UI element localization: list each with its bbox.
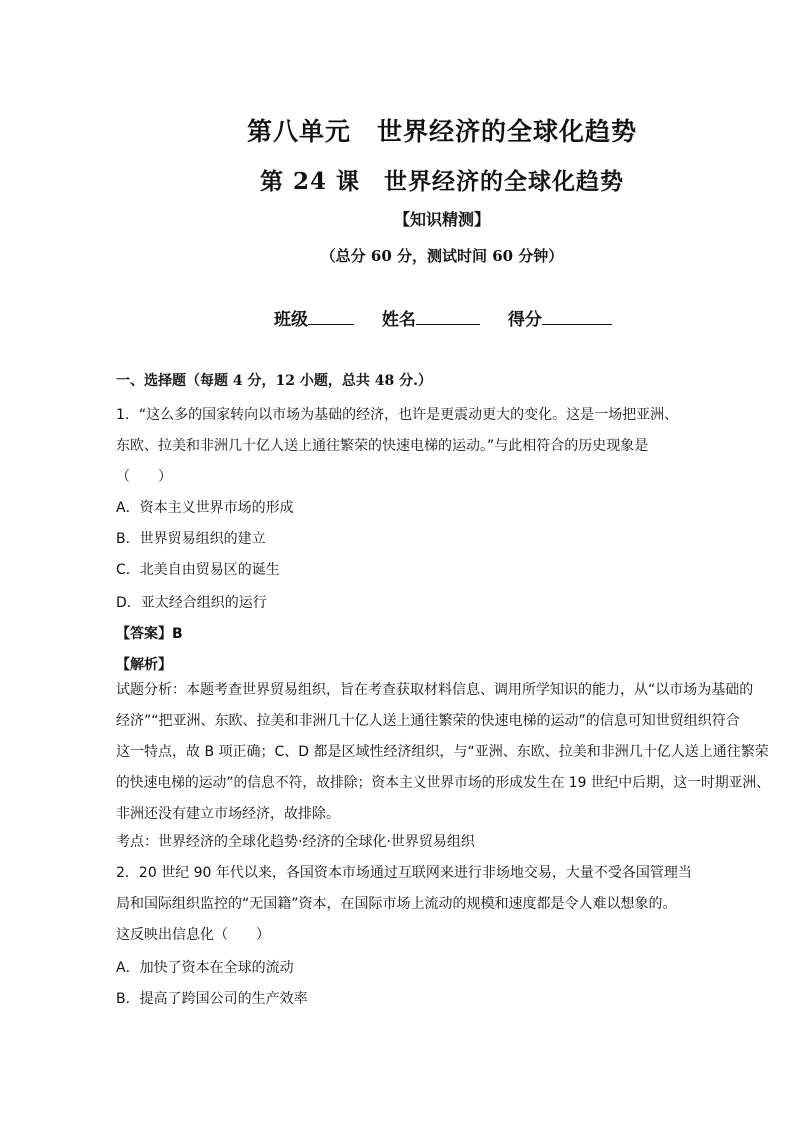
q1-answer: 【答案】B bbox=[116, 626, 183, 642]
q1-analysis-label: 【解析】 bbox=[116, 657, 172, 673]
q2-stem-line1: 2．20 世纪 90 年代以来，各国资本市场通过互联网来进行非场地交易，大量不受各国管理当 bbox=[116, 865, 692, 881]
q1-kaodian: 考点：世界经济的全球化趋势·经济的全球化·世界贸易组织 bbox=[116, 834, 475, 850]
class-label: 班级 bbox=[274, 310, 308, 330]
section-title: 一、选择题（每题 4 分，12 小题，总共 48 分.） bbox=[116, 373, 432, 389]
q1-analysis-line2: 经济”“把亚洲、东欧、拉美和非洲几十亿人送上通往繁荣的快速电梯的运动”的信息可知世贸组织符合 bbox=[116, 713, 740, 729]
lesson-title: 第 24 课 世界经济的全球化趋势 bbox=[259, 168, 625, 195]
q1-stem-line2: 东欧、拉美和非洲几十亿人送上通往繁荣的快速电梯的运动。”与此相符合的历史现象是 bbox=[116, 438, 649, 454]
student-info-line bbox=[274, 305, 612, 330]
score-label: 得分 bbox=[507, 310, 542, 330]
q1-stem-line1: 1．“这么多的国家转向以市场为基础的经济，也许是更震动更大的变化。这是一场把亚洲、 bbox=[116, 407, 679, 423]
q1-analysis-line5: 非洲还没有建立市场经济，故排除。 bbox=[116, 806, 340, 822]
unit-title: 第八单元 世界经济的全球化趋势 bbox=[246, 117, 637, 146]
score-note: （总分 60 分，测试时间 60 分钟） bbox=[320, 247, 564, 265]
q2-stem-line2: 局和国际组织监控的“无国籍”资本，在国际市场上流动的规模和速度都是令人难以想象的。 bbox=[116, 896, 677, 912]
q1-option-b: B．世界贸易组织的建立 bbox=[116, 531, 266, 547]
q2-option-b: B．提高了跨国公司的生产效率 bbox=[116, 991, 308, 1007]
q1-analysis-line3: 这一特点，故 B 项正确；C、D 都是区域性经济组织，与“亚洲、东欧、拉美和非洲几十亿人送上通往繁荣 bbox=[116, 744, 769, 760]
class-blank[interactable] bbox=[308, 308, 354, 325]
q1-option-d: D．亚太经合组织的运行 bbox=[116, 595, 267, 611]
subtitle: 【知识精测】 bbox=[393, 210, 490, 229]
q1-option-c: C．北美自由贸易区的诞生 bbox=[116, 562, 280, 578]
q1-stem-line3: （ ） bbox=[116, 469, 172, 485]
q1-option-a: A．资本主义世界市场的形成 bbox=[116, 500, 294, 516]
q2-option-a: A．加快了资本在全球的流动 bbox=[116, 960, 294, 976]
name-blank[interactable] bbox=[416, 308, 480, 325]
q1-analysis-line4: 的快速电梯的运动”的信息不符，故排除；资本主义世界市场的形成发生在 19 世纪中后期，这一时期亚洲、 bbox=[116, 775, 771, 791]
score-blank[interactable] bbox=[542, 308, 612, 325]
name-label: 姓名 bbox=[381, 310, 416, 330]
q1-analysis-line1: 试题分析：本题考查世界贸易组织，旨在考查获取材料信息、调用所学知识的能力，从“以市场为基础的 bbox=[116, 682, 754, 698]
q2-stem-line3: 这反映出信息化（ ） bbox=[116, 927, 270, 943]
